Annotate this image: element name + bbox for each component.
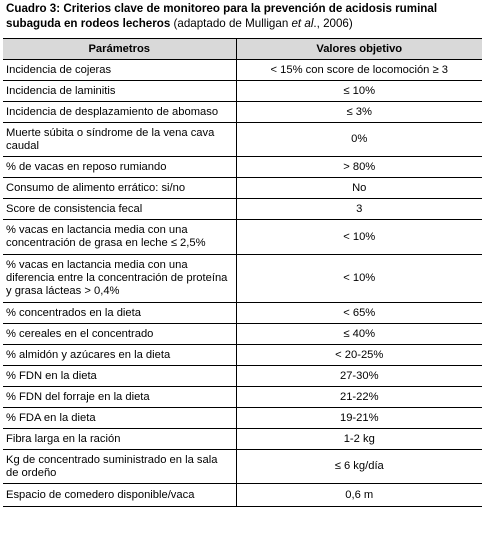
monitoring-criteria-table bbox=[3, 38, 482, 507]
header-parametros: Parámetros bbox=[3, 39, 236, 60]
table-row bbox=[3, 429, 482, 450]
parameter-cell: Kg de concentrado suministrado en la sala de ordeño bbox=[3, 450, 236, 484]
parameter-cell: % vacas en lactancia media con una concentración de grasa en leche ≤ 2,5% bbox=[3, 220, 236, 255]
table-row bbox=[3, 220, 482, 255]
table-caption bbox=[6, 1, 480, 31]
caption-label: Cuadro 3: bbox=[6, 2, 61, 15]
parameter-cell: % FDN en la dieta bbox=[3, 366, 236, 387]
parameter-cell: % concentrados en la dieta bbox=[3, 303, 236, 324]
target-value-cell: < 15% con score de locomoción ≥ 3 bbox=[236, 60, 482, 81]
target-value-cell: 19-21% bbox=[236, 408, 482, 429]
parameter-cell: % FDN del forraje en la dieta bbox=[3, 387, 236, 408]
parameter-cell: Incidencia de desplazamiento de abomaso bbox=[3, 102, 236, 123]
parameter-cell: % almidón y azúcares en la dieta bbox=[3, 345, 236, 366]
table-row bbox=[3, 408, 482, 429]
target-value-cell: < 65% bbox=[236, 303, 482, 324]
parameter-cell: Incidencia de cojeras bbox=[3, 60, 236, 81]
caption-source-prefix: (adaptado de Mulligan bbox=[173, 17, 292, 30]
target-value-cell: ≤ 40% bbox=[236, 324, 482, 345]
parameter-cell: Espacio de comedero disponible/vaca bbox=[3, 484, 236, 507]
target-value-cell: < 10% bbox=[236, 255, 482, 303]
parameter-cell: % cereales en el concentrado bbox=[3, 324, 236, 345]
table-row bbox=[3, 157, 482, 178]
table-row bbox=[3, 324, 482, 345]
target-value-cell: ≤ 3% bbox=[236, 102, 482, 123]
parameter-cell: Muerte súbita o síndrome de la vena cava caudal bbox=[3, 123, 236, 157]
table-row bbox=[3, 387, 482, 408]
table-row bbox=[3, 255, 482, 303]
table-header-row bbox=[3, 39, 482, 60]
table-row bbox=[3, 123, 482, 157]
parameter-cell: % de vacas en reposo rumiando bbox=[3, 157, 236, 178]
caption-source-italic: et al bbox=[291, 17, 314, 30]
target-value-cell: > 80% bbox=[236, 157, 482, 178]
caption-source-suffix: ., 2006) bbox=[313, 17, 353, 30]
table-row bbox=[3, 81, 482, 102]
parameter-cell: Incidencia de laminitis bbox=[3, 81, 236, 102]
target-value-cell: < 10% bbox=[236, 220, 482, 255]
table-row bbox=[3, 450, 482, 484]
table-row bbox=[3, 199, 482, 220]
header-valores-objetivo: Valores objetivo bbox=[236, 39, 482, 60]
table-body bbox=[3, 60, 482, 507]
parameter-cell: Score de consistencia fecal bbox=[3, 199, 236, 220]
target-value-cell: 0,6 m bbox=[236, 484, 482, 507]
parameter-cell: Fibra larga en la ración bbox=[3, 429, 236, 450]
target-value-cell: ≤ 6 kg/día bbox=[236, 450, 482, 484]
target-value-cell: No bbox=[236, 178, 482, 199]
target-value-cell: 1-2 kg bbox=[236, 429, 482, 450]
table-row bbox=[3, 345, 482, 366]
target-value-cell: 0% bbox=[236, 123, 482, 157]
parameter-cell: Consumo de alimento errático: si/no bbox=[3, 178, 236, 199]
parameter-cell: % FDA en la dieta bbox=[3, 408, 236, 429]
table-row bbox=[3, 366, 482, 387]
caption-title: Criterios clave de monitoreo para la prevención de acidosis ruminal subaguda en rodeos lecheros bbox=[6, 2, 438, 30]
table-row bbox=[3, 303, 482, 324]
target-value-cell: 3 bbox=[236, 199, 482, 220]
target-value-cell: 21-22% bbox=[236, 387, 482, 408]
table-row bbox=[3, 102, 482, 123]
table-row bbox=[3, 60, 482, 81]
target-value-cell: 27-30% bbox=[236, 366, 482, 387]
target-value-cell: < 20-25% bbox=[236, 345, 482, 366]
table-row bbox=[3, 484, 482, 507]
table-row bbox=[3, 178, 482, 199]
parameter-cell: % vacas en lactancia media con una diferencia entre la concentración de proteína y grasa lácteas > 0,4% bbox=[3, 255, 236, 303]
target-value-cell: ≤ 10% bbox=[236, 81, 482, 102]
